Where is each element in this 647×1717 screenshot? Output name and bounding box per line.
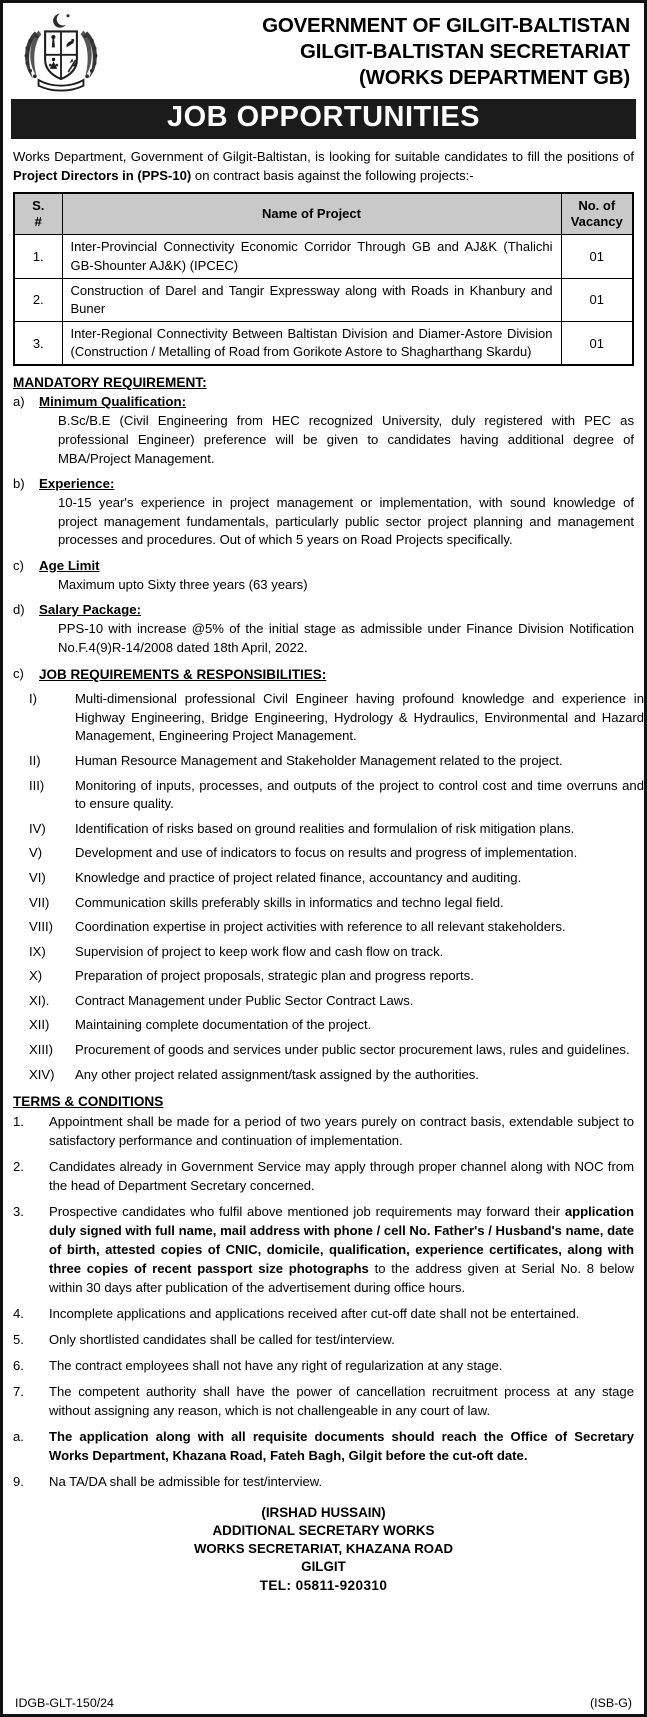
list-item (29, 1066, 644, 1085)
term-text: The competent authority shall have the power of cancellation recruitment process at any stage without assigning any reason, which is not challengeable in any court of law. (49, 1383, 634, 1418)
row-serial: 1. (14, 235, 62, 278)
term-marker: 7. (13, 1383, 24, 1399)
term3-bold: application duly signed with full name, mail address with phone / cell No. Father's / Husband's name, date of birth, attested copies of CNIC, domicile, qualification, experience certificates, along with three copies of recent passport size photographs (49, 1204, 634, 1277)
column-header-serial (14, 193, 62, 235)
intro-part-1: Works Department, Government of Gilgit-Baltistan, is looking for suitable candidates to fill the positions of (13, 149, 634, 164)
item-text: Maximum upto Sixty three years (63 years) (58, 576, 308, 592)
vacancy-label-line1: No. of (578, 198, 616, 214)
signature-block (3, 1504, 644, 1595)
signatory-office: WORKS SECRETARIAT, KHAZANA ROAD (193, 1541, 454, 1557)
signatory-designation: ADDITIONAL SECRETARY WORKS (212, 1523, 435, 1539)
term-marker: 1. (13, 1114, 24, 1130)
list-item (29, 752, 644, 771)
list-item (29, 1016, 644, 1035)
roman-marker: VII) (29, 894, 50, 910)
terms-item-address (13, 1428, 634, 1466)
mandatory-item-experience (13, 475, 634, 550)
footer-reference: IDGB-GLT-150/24 (15, 1696, 114, 1710)
item-marker: c) (13, 557, 24, 573)
item-heading: Age Limit (39, 557, 100, 573)
term-marker: a. (13, 1428, 24, 1444)
list-item (29, 1041, 644, 1060)
gov-title-line-2: GILGIT-BALTISTAN SECRETARIAT (300, 40, 630, 64)
roman-text: Communication skills preferably skills in informatics and techno legal field. (75, 894, 504, 910)
terms-item (13, 1113, 634, 1151)
term-marker: 4. (13, 1306, 24, 1322)
term-text: Appointment shall be made for a period of two years purely on contract basis, extendable subject to satisfactory performance and continuation of implementation. (49, 1114, 634, 1149)
term-text: Only shortlisted candidates shall be called for test/interview. (49, 1332, 395, 1347)
roman-marker: III) (29, 777, 45, 793)
roman-marker: V) (29, 845, 43, 861)
list-item (29, 967, 644, 986)
item-text: PPS-10 with increase @5% of the initial stage as admissible under Finance Division Notification No.F.4(9)R-14/2008 dated 18th April, 2022. (58, 621, 634, 655)
term-marker: 9. (13, 1473, 24, 1489)
mandatory-item-minimum-qualification (13, 393, 634, 468)
item-marker: c) (13, 666, 24, 682)
term3-tail: to the address given at Serial No. 8 below within 30 days after publication of the advertisement during office hours. (49, 1261, 635, 1296)
item-marker: b) (13, 476, 25, 492)
roman-text: Contract Management under Public Sector Contract Laws. (75, 992, 414, 1008)
projects-table (13, 192, 634, 366)
row-serial: 3. (14, 322, 62, 366)
gov-title-line-1: GOVERNMENT OF GILGIT-BALTISTAN (262, 14, 630, 37)
roman-text: Multi-dimensional professional Civil Engineer having profound knowledge and experience in Highway Engineering, Bridge Engineering, Hydrology & Hydraulics, Environmental and Hazard Management, Engineering Project Management. (75, 691, 644, 744)
terms-item (13, 1383, 634, 1421)
term-text-composite (49, 1203, 634, 1298)
table-header-row (14, 193, 633, 235)
roman-marker: X) (29, 968, 43, 984)
roman-text: Identification of risks based on ground realities and formulalion of risk mitigation plans. (75, 820, 575, 836)
serial-label-line2: # (34, 213, 42, 229)
term-text: Incomplete applications and applications received after cut-off date shall not be entertained. (49, 1306, 580, 1322)
section-title-mandatory-requirement: MANDATORY REQUIREMENT: (13, 375, 207, 391)
roman-text: Human Resource Management and Stakeholder Management related to the project. (75, 753, 563, 769)
roman-marker: XII) (29, 1017, 50, 1033)
row-project-name: Inter-Regional Connectivity Between Baltistan Division and Diamer-Astore Division (Construction / Metalling of Road from Gorikote Astore to Shagharthang Skardu) (62, 322, 561, 366)
roman-marker: XIII) (29, 1042, 54, 1057)
footer-code: (ISB-G) (590, 1696, 632, 1710)
item-heading: Experience: (39, 476, 115, 492)
table-row (14, 322, 633, 366)
item-text: 10-15 year's experience in project management or implementation, with sound knowledge of project management fundamentals, particularly public sector project planning and management processes and procedures. Out of which 5 years on Road Projects specifically. (58, 494, 634, 548)
list-item (29, 992, 644, 1011)
vacancy-label-line2: Vacancy (570, 213, 623, 229)
roman-text: Preparation of project proposals, strategic plan and progress reports. (75, 968, 474, 984)
roman-marker: I) (29, 691, 37, 707)
serial-label-line1: S. (32, 198, 45, 214)
terms-item (13, 1331, 634, 1350)
roman-marker: XI). (29, 992, 50, 1008)
signatory-name: (IRSHAD HUSSAIN) (261, 1504, 386, 1520)
terms-item (13, 1305, 634, 1324)
job-requirements-list (3, 690, 644, 1084)
page-header (3, 3, 644, 97)
term-text: Candidates already in Government Service may apply through proper channel along with NOC from the head of Department Secretary concerned. (49, 1159, 634, 1194)
row-vacancy: 01 (561, 278, 633, 321)
term-text: The contract employees shall not have any right of regularization at any stage. (49, 1357, 503, 1373)
term-text: The application along with all requisite documents should reach the Office of Secretary Works Department, Khazana Road, Fateh Bagh, Gilgit before the cut-oft date. (49, 1428, 634, 1463)
job-requirements-title: JOB REQUIREMENTS & RESPONSIBILITIES: (39, 667, 327, 683)
term-text: Na TA/DA shall be admissible for test/interview. (49, 1473, 323, 1489)
row-serial: 2. (14, 278, 62, 321)
gov-title-line-3: (WORKS DEPARTMENT GB) (358, 66, 630, 90)
intro-bold: Project Directors in (PPS-10) (13, 167, 192, 183)
terms-item (13, 1203, 634, 1298)
terms-item (13, 1158, 634, 1196)
table-row (14, 278, 633, 321)
page-footer (3, 1696, 644, 1710)
term-marker: 5. (13, 1332, 24, 1347)
roman-text: Monitoring of inputs, processes, and outputs of the project to control cost and time overruns and to ensure quality. (75, 777, 644, 812)
roman-marker: VIII) (29, 919, 54, 935)
term3-lead: Prospective candidates who fulfil above mentioned job requirements may forward their (49, 1204, 565, 1220)
signatory-city: GILGIT (301, 1559, 346, 1575)
roman-text: Any other project related assignment/task assigned by the authorities. (75, 1066, 479, 1082)
list-item (29, 777, 644, 814)
roman-marker: VI) (29, 869, 46, 885)
row-vacancy: 01 (561, 235, 633, 278)
list-item (29, 690, 644, 746)
table-row (14, 235, 633, 278)
roman-text: Procurement of goods and services under public sector procurement laws, rules and guidelines. (75, 1042, 630, 1057)
roman-marker: II) (29, 753, 41, 769)
section-title-terms-conditions: TERMS & CONDITIONS (13, 1094, 164, 1110)
term-marker: 3. (13, 1204, 24, 1220)
item-marker: a) (13, 394, 25, 410)
row-project-name: Inter-Provincial Connectivity Economic Corridor Through GB and AJ&K (Thalichi GB-Shounter AJ&K) (IPCEC) (62, 235, 561, 278)
mandatory-item-salary-package (13, 601, 634, 657)
roman-text: Development and use of indicators to focus on results and progress of implementation. (75, 845, 578, 861)
item-heading: Minimum Qualification: (39, 394, 187, 410)
term-marker: 2. (13, 1159, 24, 1175)
list-item (29, 918, 644, 937)
list-item (29, 869, 644, 888)
intro-part-2: on contract basis against the following projects:- (191, 167, 474, 183)
list-item (29, 820, 644, 839)
list-item (29, 894, 644, 913)
roman-text: Supervision of project to keep work flow and cash flow on track. (75, 943, 444, 959)
item-text: B.Sc/B.E (Civil Engineering from HEC recognized University, duly registered with PEC as professional Engineer) preference will be given to candidates having additional degree of MBA/Project Management. (58, 413, 634, 466)
column-header-vacancy (561, 193, 633, 235)
intro-paragraph (13, 148, 634, 185)
list-item (29, 943, 644, 962)
mandatory-item-age-limit (13, 557, 634, 594)
term-marker: 6. (13, 1357, 24, 1373)
list-item (29, 844, 644, 863)
roman-text: Maintaining complete documentation of the project. (75, 1017, 372, 1033)
terms-item (13, 1473, 634, 1492)
roman-text: Knowledge and practice of project related finance, accountancy and auditing. (75, 869, 522, 885)
pakistan-state-emblem-icon (13, 9, 109, 95)
roman-text: Coordination expertise in project activities with reference to all relevant stakeholders. (75, 919, 566, 935)
row-vacancy: 01 (561, 322, 633, 366)
column-header-project: Name of Project (62, 193, 561, 235)
roman-marker: IX) (29, 943, 46, 959)
job-opportunities-banner: JOB OPPORTUNITIES (11, 99, 636, 139)
header-title-block (109, 9, 634, 92)
job-requirements-section (13, 665, 634, 684)
signatory-telephone: TEL: 05811-920310 (259, 1577, 388, 1593)
roman-marker: XIV) (29, 1066, 55, 1082)
row-project-name: Construction of Darel and Tangir Expressway along with Roads in Khanbury and Buner (62, 278, 561, 321)
roman-marker: IV) (29, 820, 46, 836)
item-marker: d) (13, 602, 25, 618)
item-heading: Salary Package: (39, 602, 142, 618)
terms-item (13, 1357, 634, 1376)
